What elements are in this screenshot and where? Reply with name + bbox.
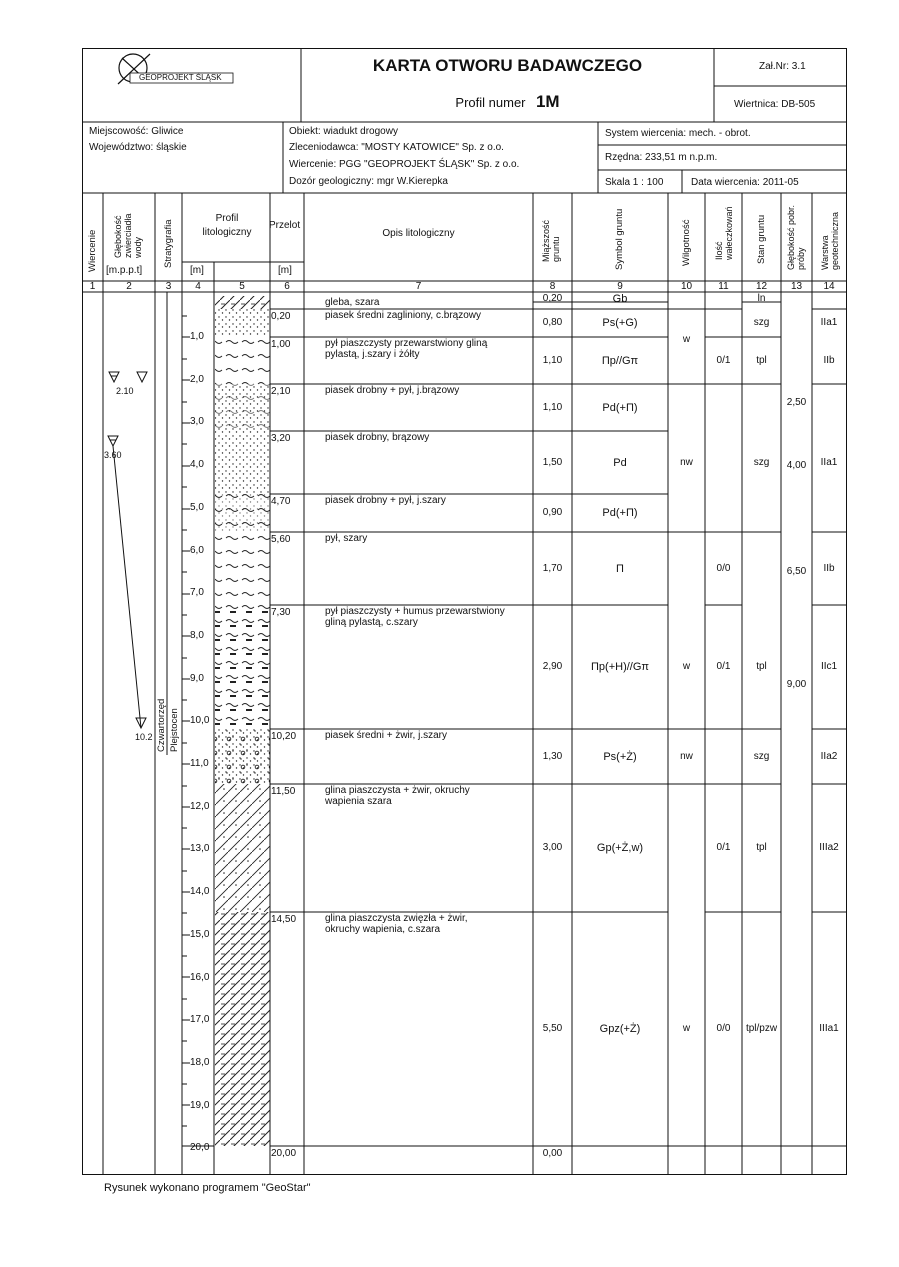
col-num: 3 xyxy=(165,281,172,292)
moisture-value: nw xyxy=(680,750,693,762)
depth-tick-label: 14,0 xyxy=(190,886,210,898)
sample-depth: 2,50 xyxy=(786,397,807,408)
depth-tick-label: 19,0 xyxy=(190,1099,210,1111)
soil-state: szg xyxy=(753,317,770,328)
col-num: 7 xyxy=(415,281,422,292)
col-num: 11 xyxy=(718,281,729,292)
rolling-count: 0/0 xyxy=(716,562,731,574)
profile-line xyxy=(301,92,714,112)
soil-symbol: Gp(+Ż,w) xyxy=(596,842,644,854)
voivodeship: Województwo: śląskie xyxy=(89,142,187,153)
depth-tick-label: 4,0 xyxy=(190,459,204,471)
layer-thickness: 1,50 xyxy=(542,456,563,468)
layer-description: pył, szary xyxy=(325,533,368,544)
geotech-layer: IIIa2 xyxy=(819,842,839,853)
drilling-company: Wiercenie: PGG "GEOPROJEKT ŚLĄSK" Sp. z o.o. xyxy=(289,159,520,170)
geotech-layer: IIc1 xyxy=(820,661,838,672)
water-level-1: 2.10 xyxy=(116,386,134,396)
moisture-value: nw xyxy=(680,456,693,468)
rolling-count: 0/1 xyxy=(716,354,731,366)
geotech-layer: IIa1 xyxy=(820,317,838,328)
col-header-sample-depth: Głębokość pobr. próby xyxy=(786,204,806,270)
depth-tick-label: 5,0 xyxy=(190,501,204,513)
layer-description: piasek drobny + pył, j.szary xyxy=(325,495,446,506)
layer-description: piasek średni + żwir, j.szary xyxy=(325,730,447,741)
col-num: 10 xyxy=(680,281,693,292)
layer-description: gleba, szara xyxy=(325,297,380,308)
col-header-interval: Przelot xyxy=(269,220,301,231)
water-level-3: 10.2 xyxy=(135,732,153,742)
col-num: 9 xyxy=(617,281,623,292)
soil-state: szg xyxy=(753,456,770,468)
layer-thickness: 0,00 xyxy=(542,1148,563,1159)
col-header-description: Opis litologiczny xyxy=(382,228,455,239)
soil-symbol: Πp//Gπ xyxy=(601,354,639,367)
rolling-count: 0/1 xyxy=(716,842,731,853)
rolling-count: 0/1 xyxy=(716,661,731,672)
layer-description: glina piaszczysta zwięzła + żwir, okruchy wapienia, c.szara xyxy=(325,913,468,935)
layer-top-depth: 7,30 xyxy=(271,607,291,618)
col-header-geo-layer: Warstwa geotechniczna xyxy=(820,211,840,270)
col-header-thickness: Miąższość gruntu xyxy=(541,219,561,262)
geotech-layer: IIIa1 xyxy=(819,1023,839,1034)
drill-date: Data wiercenia: 2011-05 xyxy=(691,177,799,188)
soil-state: tpl xyxy=(756,661,767,672)
depth-ticks xyxy=(182,316,190,1126)
layer-thickness: 2,90 xyxy=(542,661,563,672)
geotech-layer: IIb xyxy=(823,562,835,574)
layer-thickness: 0,20 xyxy=(542,293,563,304)
depth-tick-label: 7,0 xyxy=(190,587,204,599)
col-header-moisture: Wilgotność xyxy=(681,219,692,266)
layer-top-depth: 4,70 xyxy=(271,496,291,507)
depth-tick-label: 17,0 xyxy=(190,1014,210,1026)
soil-state: ln xyxy=(757,293,766,304)
col-num: 12 xyxy=(755,281,768,292)
layer-description: pył piaszczysty przewarstwiony gliną pylastą, j.szary i żółty xyxy=(325,338,488,360)
soil-symbol: Gpz(+Ż) xyxy=(599,1023,641,1035)
depth-tick-label: 10,0 xyxy=(190,715,210,727)
layer-top-depth: 1,00 xyxy=(271,339,291,350)
soil-symbol: Πp(+H)//Gπ xyxy=(590,661,649,673)
col-num: 5 xyxy=(239,281,245,292)
col-num: 2 xyxy=(126,281,132,292)
col-header-soil-state: Stan gruntu xyxy=(756,214,767,264)
layer-description: piasek drobny + pył, j.brązowy xyxy=(325,385,460,396)
soil-symbol: Π xyxy=(616,562,624,575)
depth-tick-label: 1,0 xyxy=(190,331,204,342)
layer-thickness: 3,00 xyxy=(542,842,563,853)
locality: Miejscowość: Gliwice xyxy=(89,126,184,137)
soil-symbol: Ps(+Ż) xyxy=(603,750,637,763)
soil-symbol: Pd(+Π) xyxy=(602,507,638,519)
depth-tick-label: 3,0 xyxy=(190,416,204,428)
soil-symbol: Gb xyxy=(612,293,628,305)
geotech-layer: IIb xyxy=(823,354,835,366)
depth-tick-label: 18,0 xyxy=(190,1056,210,1068)
layer-top-depth: 0,20 xyxy=(271,311,291,322)
layer-top-depth: 20,00 xyxy=(271,1148,297,1159)
layer-top-depth: 10,20 xyxy=(271,731,297,742)
sample-depth: 9,00 xyxy=(786,679,807,690)
layer-thickness: 1,30 xyxy=(542,750,563,762)
drilling-system: System wiercenia: mech. - obrot. xyxy=(605,128,751,139)
client: Zleceniodawca: "MOSTY KATOWICE" Sp. z o.o. xyxy=(289,142,504,153)
water-table-markers xyxy=(108,372,147,728)
depth-tick-label: 6,0 xyxy=(190,544,204,556)
elevation: Rzędna: 233,51 m n.p.m. xyxy=(605,152,718,163)
col-header-drilling: Wiercenie xyxy=(87,229,98,272)
col-num: 4 xyxy=(195,281,201,292)
col-header-symbol: Symbol gruntu xyxy=(614,208,625,270)
col-num: 13 xyxy=(790,281,803,292)
col-num: 14 xyxy=(823,281,835,292)
depth-tick-label: 16,0 xyxy=(190,971,210,983)
supervision: Dozór geologiczny: mgr W.Kierepka xyxy=(289,176,448,187)
soil-symbol: Pd(+Π) xyxy=(602,401,638,414)
layer-thickness: 1,70 xyxy=(542,562,563,574)
geotech-layer: IIa2 xyxy=(820,750,838,762)
layer-description: piasek średni zagliniony, c.brązowy xyxy=(325,310,482,321)
depth-tick-label: 2,0 xyxy=(190,373,204,385)
col-num: 6 xyxy=(284,281,290,292)
geotech-layer: IIa1 xyxy=(820,456,838,468)
moisture-value: w xyxy=(682,1023,691,1034)
soil-symbol: Ps(+G) xyxy=(602,317,638,329)
soil-state: szg xyxy=(753,750,770,762)
lithology-column xyxy=(215,296,270,1146)
logo-text: GEOPROJEKT ŚLĄSK xyxy=(139,73,222,82)
moisture-value: w xyxy=(682,334,691,345)
footer-note: Rysunek wykonano programem "GeoStar" xyxy=(104,1182,311,1194)
attachment-number: Zał.Nr: 3.1 xyxy=(759,61,806,72)
profile-label: Profil numer xyxy=(455,95,526,110)
moisture-value: w xyxy=(682,661,691,672)
object: Obiekt: wiadukt drogowy xyxy=(289,126,398,137)
soil-symbol: Pd xyxy=(613,456,627,469)
rolling-count: 0/0 xyxy=(716,1023,731,1034)
soil-state: tpl xyxy=(756,842,767,853)
layer-top-depth: 14,50 xyxy=(271,914,297,925)
col-header-interval-unit: [m] xyxy=(278,265,292,276)
sample-depth: 4,00 xyxy=(786,460,807,471)
depth-tick-label: 12,0 xyxy=(190,800,210,812)
water-level-2: 3.60 xyxy=(104,450,122,460)
depth-tick-label: 9,0 xyxy=(190,672,204,684)
col-header-stratigraphy: Stratygrafia xyxy=(163,219,174,268)
depth-tick-label: 11,0 xyxy=(190,758,209,769)
scale: Skala 1 : 100 xyxy=(605,177,664,188)
profile-number: 1M xyxy=(535,92,560,111)
layer-top-depth: 11,50 xyxy=(271,786,296,797)
layer-top-depth: 3,20 xyxy=(271,433,291,444)
layer-top-depth: 2,10 xyxy=(271,386,291,397)
col-header-rolling-count: Ilość wałeczkowań xyxy=(714,206,734,260)
layer-thickness: 1,10 xyxy=(542,401,563,413)
depth-tick-label: 13,0 xyxy=(190,843,210,855)
layer-thickness: 1,10 xyxy=(542,354,563,366)
col-num: 8 xyxy=(549,281,556,292)
rig-name: Wiertnica: DB-505 xyxy=(734,99,816,110)
depth-tick-label: 8,0 xyxy=(190,629,204,641)
soil-state: tpl xyxy=(756,354,767,366)
soil-state: tpl/pzw xyxy=(745,1023,778,1034)
layer-description: piasek drobny, brązowy xyxy=(325,432,430,443)
layer-description: glina piaszczysta + żwir, okruchy wapienia szara xyxy=(325,785,470,807)
stratigraphy-era: Czwartorzęd xyxy=(156,698,167,752)
col-header-profile: Profil litologiczny xyxy=(202,213,252,238)
layer-thickness: 0,90 xyxy=(542,507,563,518)
col-header-depth-unit: [m] xyxy=(190,265,204,276)
layer-top-depth: 5,60 xyxy=(271,534,291,545)
col-header-water-depth: Głębokość zwierciadła wody xyxy=(113,213,143,258)
layer-thickness: 0,80 xyxy=(542,317,563,328)
sample-depth: 6,50 xyxy=(786,566,807,577)
layer-description: pył piaszczysty + humus przewarstwiony gliną pylastą, c.szary xyxy=(325,606,505,628)
depth-tick-label: 20,0 xyxy=(190,1142,210,1154)
stratigraphy-epoch: Plejstocen xyxy=(169,708,180,752)
depth-tick-label: 15,0 xyxy=(190,928,210,940)
page-title: KARTA OTWORU BADAWCZEGO xyxy=(372,56,643,75)
col-num: 1 xyxy=(89,281,96,292)
col-header-water-unit: [m.p.p.t] xyxy=(106,265,143,276)
layer-thickness: 5,50 xyxy=(542,1023,563,1034)
